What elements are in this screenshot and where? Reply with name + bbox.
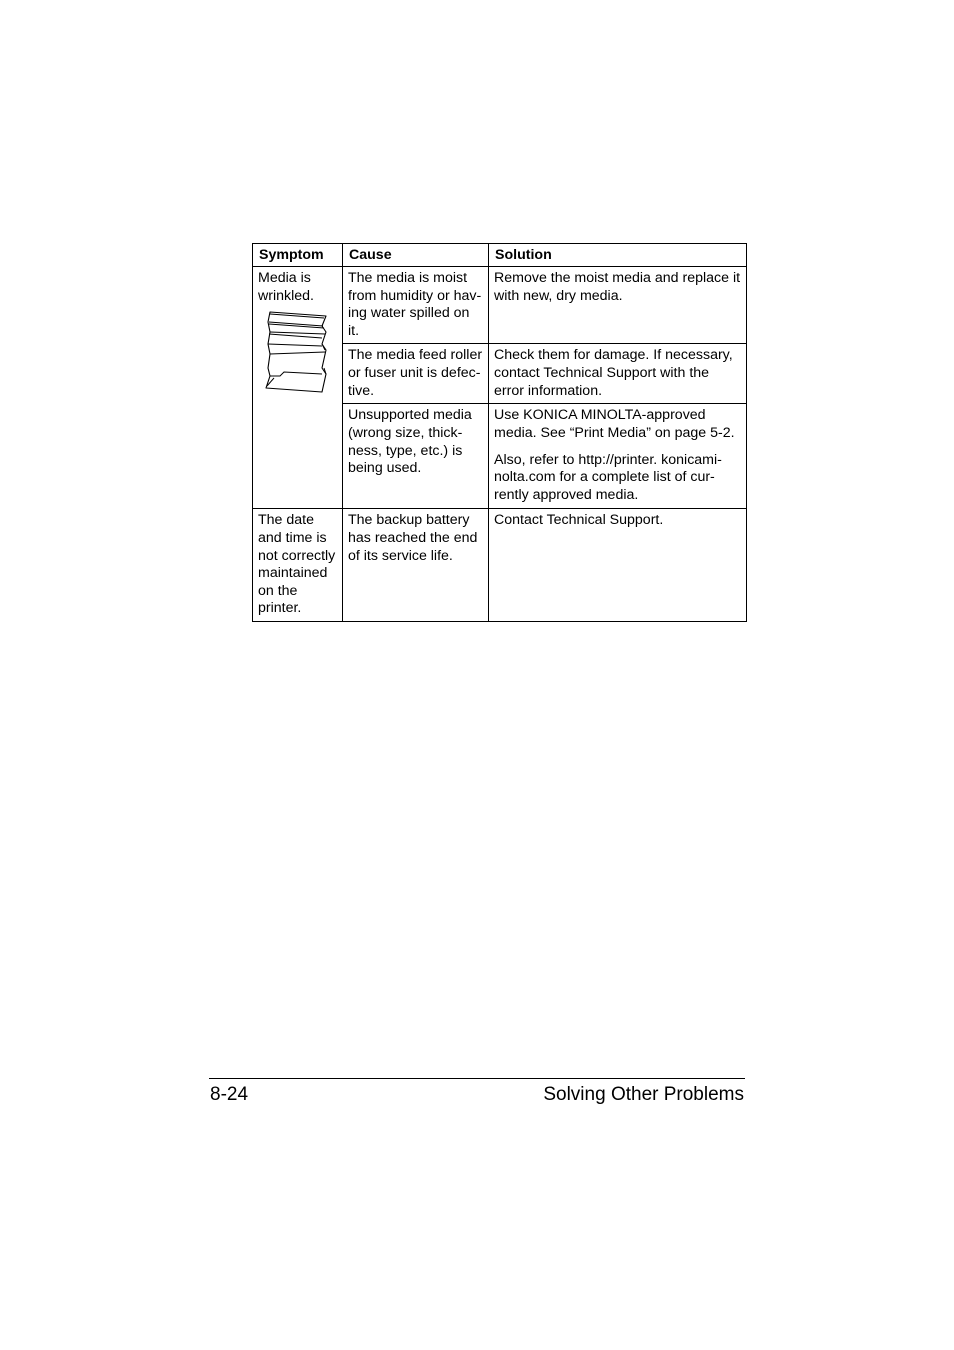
- header-cause: Cause: [343, 244, 489, 267]
- solution-cell: [489, 344, 747, 404]
- solution-cell: [489, 509, 747, 622]
- cause-text: The media feed roller or fuser unit is defec-tive.: [348, 347, 483, 399]
- cause-cell: [343, 404, 489, 509]
- solution-extra-text: Also, refer to http://printer. konicami-nolta.com for a complete list of cur-rently approved media.: [494, 451, 722, 503]
- solution-text: Remove the moist media and replace it with new, dry media.: [494, 270, 741, 304]
- table-row: [253, 509, 747, 622]
- solution-text: Use KONICA MINOLTA-approved media. See “Print Media” on page 5-2.: [494, 407, 735, 441]
- cause-text: Unsupported media (wrong size, thick-ness, type, etc.) is being used.: [348, 407, 472, 477]
- solution-text: Contact Technical Support.: [494, 512, 664, 529]
- page-number: 8-24: [210, 1084, 249, 1105]
- header-symptom: Symptom: [253, 244, 343, 267]
- cause-cell: [343, 344, 489, 404]
- cause-cell: [343, 267, 489, 344]
- cause-text: The media is moist from humidity or hav-ing water spilled on it.: [348, 270, 482, 339]
- footer-divider: [209, 1078, 745, 1079]
- solution-text: Check them for damage. If necessary, contact Technical Support with the error information.: [494, 347, 733, 399]
- solution-cell: [489, 267, 747, 344]
- symptom-cell: [253, 267, 343, 509]
- wrinkled-paper-icon: [264, 310, 332, 398]
- cause-text: The backup battery has reached the end of its service life.: [348, 512, 478, 564]
- header-solution: Solution: [489, 244, 747, 267]
- table-row: [253, 267, 747, 344]
- troubleshooting-table: [252, 243, 747, 622]
- symptom-cell: [253, 509, 343, 622]
- section-title: Solving Other Problems: [543, 1084, 744, 1105]
- symptom-text: Media is wrinkled.: [258, 270, 314, 304]
- symptom-text: The date and time is not correctly maintained on the printer.: [258, 512, 336, 617]
- cause-cell: [343, 509, 489, 622]
- table-header-row: [253, 244, 747, 267]
- solution-cell: [489, 404, 747, 509]
